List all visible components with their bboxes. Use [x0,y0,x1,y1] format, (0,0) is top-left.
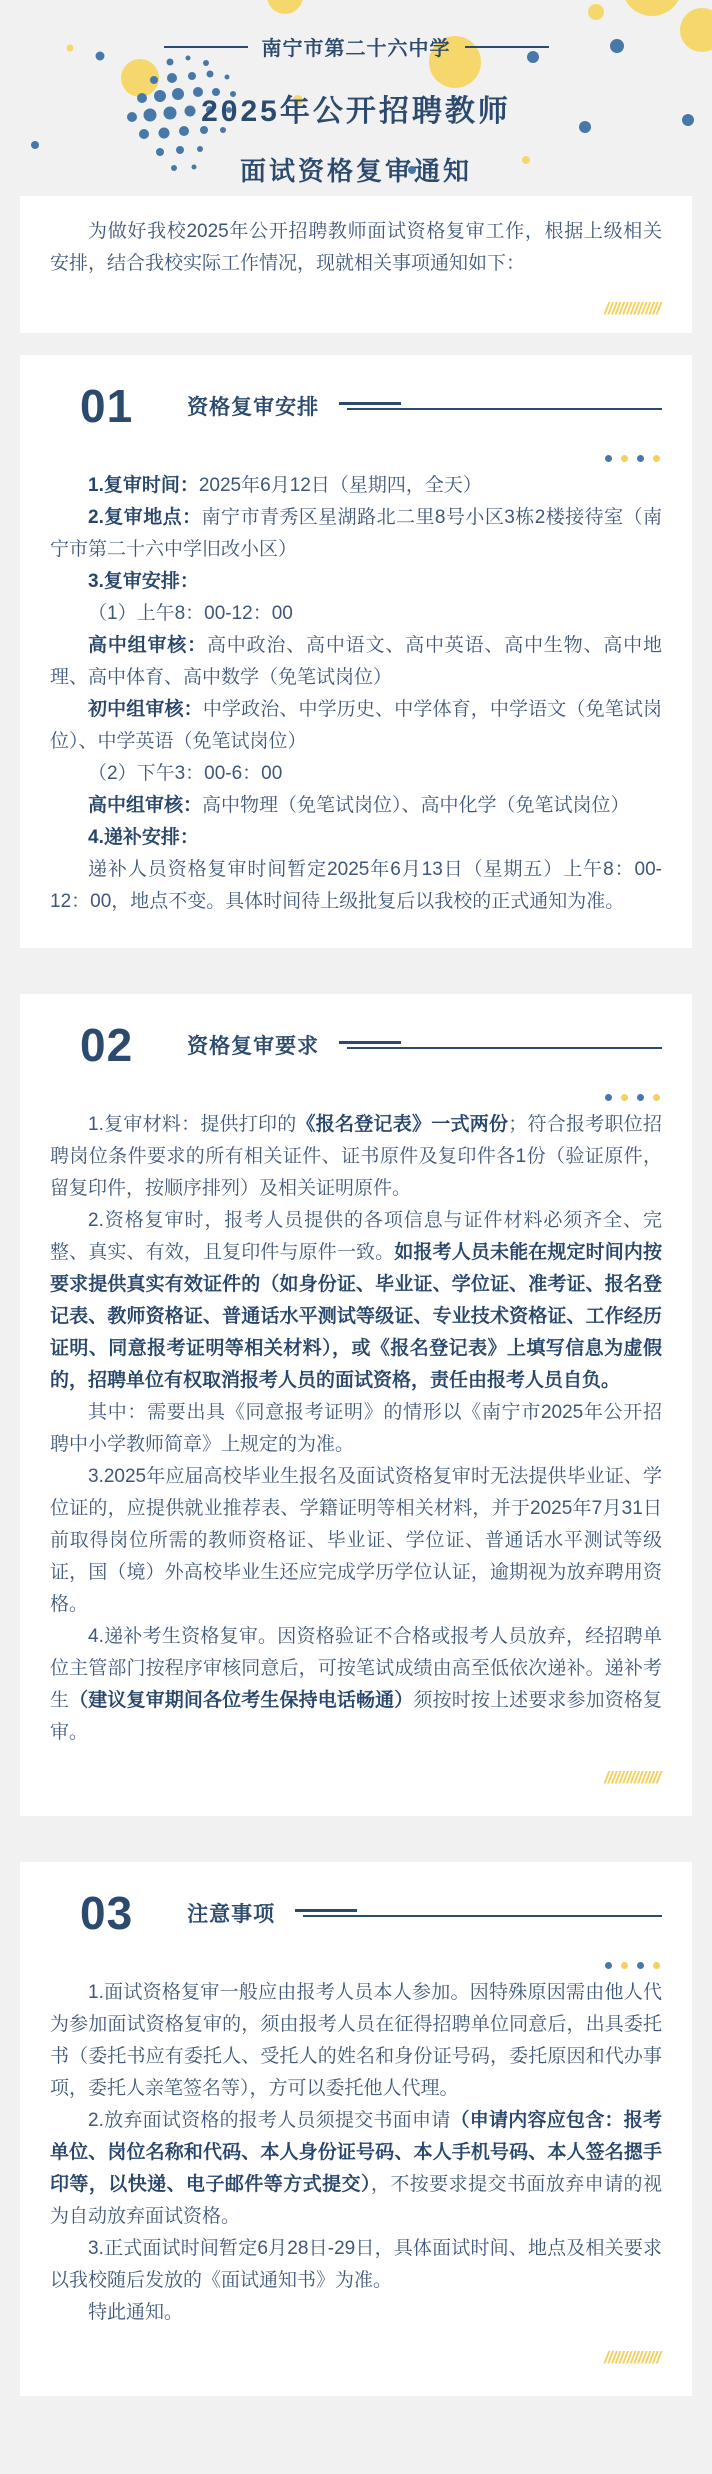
section-heading [50,380,662,432]
yellow-dot [653,1962,660,1969]
page-title-line1: 2025年公开招聘教师 [201,95,511,128]
yellow-dot [653,1094,660,1101]
section-number: 01 [80,380,134,432]
slash-decoration: /////////////// [604,299,660,318]
section-dots [50,1094,660,1101]
section-number: 03 [80,1887,134,1939]
paragraph: 高中组审核：高中政治、高中语文、高中英语、高中生物、高中地理、高中体育、高中数学（免笔试岗位） [50,635,662,688]
paragraph: 2.资格复审时，报考人员提供的各项信息与证件材料必须齐全、完整、真实、有效，且复印件与原件一致。如报考人员未能在规定时间内按要求提供真实有效证件的（如身份证、毕业证、学位证、准考证、报名登记表、教师资格证、普通话水平测试等级证、专业技术资格证、工作经历证明、同意报考证明等相关材料），或《报名登记表》上填写信息为虚假的，招聘单位有权取消报考人员的面试资格，责任由报考人员自负。 [50,1210,662,1391]
paragraph: 其中：需要出具《同意报考证明》的情形以《南宁市2025年公开招聘中小学教师简章》上规定的为准。 [50,1402,662,1455]
section-heading [50,1019,662,1071]
paragraph: 2.放弃面试资格的报考人员须提交书面申请（申请内容应包含：报考单位、岗位名称和代码、本人身份证号码、本人手机号码、本人签名摁手印等，以快递、电子邮件等方式提交），不按要求提交书面放弃申请的视为自动放弃面试资格。 [50,2110,662,2227]
section-card [20,1862,692,2396]
paragraph: （1）上午8：00-12：00 [88,603,293,624]
blue-dot [605,455,612,462]
section-title: 资格复审要求 [187,1035,320,1058]
section-body [50,1109,662,1749]
yellow-dot [653,455,660,462]
section-dots [50,1962,660,1969]
blue-dot [637,1962,644,1969]
paragraph: 1.面试资格复审一般应由报考人员本人参加。因特殊原因需由他人代为参加面试资格复审的，须由报考人员在征得招聘单位同意后，出具委托书（委托书应有委托人、受托人的姓名和身份证号码，委托原因和代办事项，委托人亲笔签名等），方可以委托他人代理。 [50,1982,662,2099]
section-heading [50,1887,662,1939]
header [0,0,712,196]
section-card [20,355,692,948]
paragraph: 递补人员资格复审时间暂定2025年6月13日（星期五）上午8：00-12：00，地点不变。具体时间待上级批复后以我校的正式通知为准。 [50,859,662,912]
blue-dot [605,1094,612,1101]
section-body [50,470,662,918]
section-body [50,1977,662,2329]
paragraph: 3.复审安排： [88,571,199,592]
section-list [0,355,712,2396]
paragraph: 4.递补考生资格复审。因资格验证不合格或报考人员放弃，经招聘单位主管部门按程序审核同意后，可按笔试成绩由高至低依次递补。递补考生（建议复审期间各位考生保持电话畅通）须按时按上述要求参加资格复审。 [50,1626,662,1743]
blue-dot [637,1094,644,1101]
section-title: 资格复审安排 [187,396,320,419]
paragraph: （2）下午3：00-6：00 [88,763,283,784]
slash-decoration: /////////////// [604,2348,660,2367]
page-title-line2: 面试资格复审通知 [239,156,472,186]
section-title: 注意事项 [187,1903,276,1926]
section-dots [50,455,660,462]
paragraph: 1.复审时间：2025年6月12日（星期四，全天） [88,475,482,496]
yellow-dot [621,1962,628,1969]
section-divider-line [347,408,662,410]
yellow-dot [621,455,628,462]
paragraph: 1.复审材料：提供打印的《报名登记表》一式两份；符合报考职位招聘岗位条件要求的所有相关证件、证书原件及复印件各1份（验证原件，留复印件，按顺序排列）及相关证明原件。 [50,1114,662,1199]
paragraph: 3.正式面试时间暂定6月28日-29日，具体面试时间、地点及相关要求以我校随后发放的《面试通知书》为准。 [50,2238,662,2291]
slash-decoration: /////////////// [604,1768,660,1787]
blue-dot [605,1962,612,1969]
school-name: 南宁市第二十六中学 [261,38,451,60]
blue-dot [637,455,644,462]
intro-paragraph: 为做好我校2025年公开招聘教师面试资格复审工作，根据上级相关安排，结合我校实际工作情况，现就相关事项通知如下： [50,221,662,274]
paragraph: 初中组审核：中学政治、中学历史、中学体育，中学语文（免笔试岗位）、中学英语（免笔试岗位） [50,699,662,752]
section-card [20,994,692,1816]
paragraph: 高中组审核：高中物理（免笔试岗位）、高中化学（免笔试岗位） [88,795,630,816]
yellow-dot [621,1094,628,1101]
paragraph: 2.复审地点：南宁市青秀区星湖路北二里8号小区3栋2楼接待室（南宁市第二十六中学旧改小区） [50,507,662,560]
section-divider-line [347,1047,662,1049]
title-left-line [164,46,248,48]
school-title-row [0,0,712,61]
section-number: 02 [80,1019,134,1071]
title-right-line [465,46,549,48]
notice-body [0,196,712,2396]
intro-card [20,196,692,333]
paragraph: 特此通知。 [88,2302,184,2323]
section-divider-line [303,1915,662,1917]
paragraph: 4.递补安排： [88,827,199,848]
paragraph: 3.2025年应届高校毕业生报名及面试资格复审时无法提供毕业证、学位证的，应提供就业推荐表、学籍证明等相关材料，并于2025年7月31日前取得岗位所需的教师资格证、毕业证、学位证、普通话水平测试等级证，国（境）外高校毕业生还应完成学历学位认证，逾期视为放弃聘用资格。 [50,1466,662,1615]
